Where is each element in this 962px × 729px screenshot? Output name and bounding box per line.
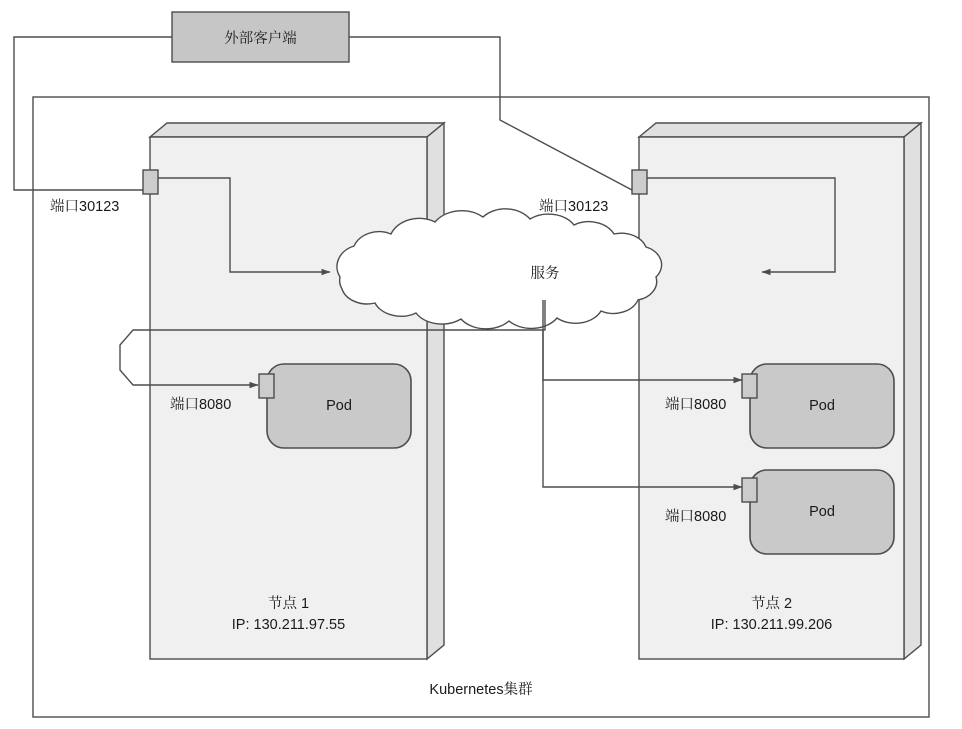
pod-node2-2-label: Pod [809,504,835,520]
node-2-ip: IP: 130.211.99.206 [710,617,833,633]
node-1-caption [150,585,427,645]
pod-node1-1-label: Pod [326,398,352,414]
pod-node1-1-port-label: 端口8080 [170,397,232,413]
pod-node2-1-label: Pod [809,398,835,414]
node-2-caption [639,585,904,645]
node-1-port-connector [143,170,158,194]
node-2-port-label: 端口30123 [539,199,609,215]
pod-node2-2-port-label: 端口8080 [665,509,727,525]
node-1-port-label: 端口30123 [50,199,120,215]
cluster-label: Kubernetes集群 [429,681,533,698]
node-1-ip: IP: 130.211.97.55 [231,617,346,633]
node-1-name: 节点 1 [267,595,310,612]
node-2-port-connector [632,170,647,194]
external-client-label: 外部客户端 [224,30,297,47]
node-2-name: 节点 2 [750,595,793,612]
pod-node2-1-port-label: 端口8080 [665,397,727,413]
service-label: 服务 [530,265,560,282]
